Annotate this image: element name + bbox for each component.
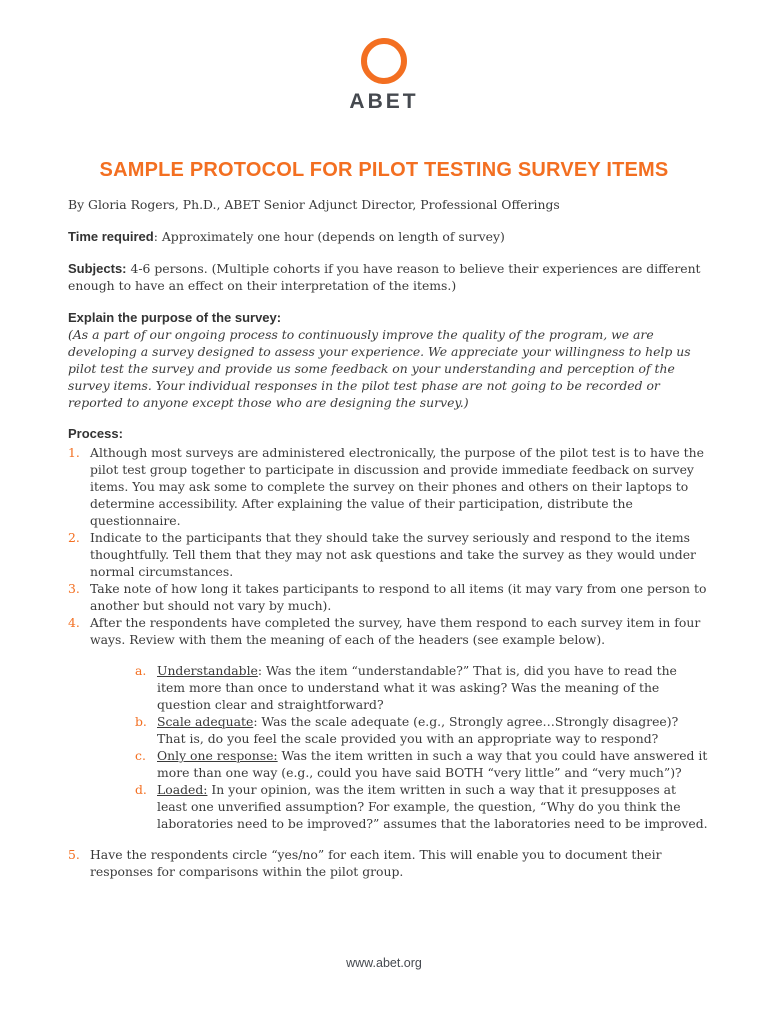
item-letter: d. xyxy=(135,782,147,797)
step-number: 3. xyxy=(68,581,80,596)
definition-term: Understandable xyxy=(157,663,258,678)
time-required xyxy=(68,228,708,245)
process-step xyxy=(68,846,708,880)
definition-item xyxy=(135,747,708,781)
header-definitions xyxy=(90,662,708,832)
process-step xyxy=(68,444,708,529)
time-value: : Approximately one hour (depends on length of survey) xyxy=(153,229,505,244)
byline: By Gloria Rogers, Ph.D., ABET Senior Adjunct Director, Professional Offerings xyxy=(68,197,560,212)
process-step xyxy=(68,614,708,832)
item-letter: c. xyxy=(135,748,146,763)
subjects-value: 4-6 persons. (Multiple cohorts if you have reason to believe their experiences are different enough to have an effect on their interpretation of the items.) xyxy=(68,261,701,293)
definition-text: : Was the scale adequate (e.g., Strongly agree…Strongly disagree)? That is, do you feel the scale provided you with an appropriate way to respond? xyxy=(157,714,679,746)
step-number: 5. xyxy=(68,847,80,862)
definition-term: Scale adequate xyxy=(157,714,254,729)
definition-text: : Was the item “understandable?” That is, did you have to read the item more than once to understand what it was asking? Was the meaning of the question clear and straightforward? xyxy=(157,663,677,712)
step-text: Have the respondents circle “yes/no” for each item. This will enable you to document their responses for comparisons within the pilot group. xyxy=(90,847,662,879)
step-number: 4. xyxy=(68,615,80,630)
definition-term: Only one response: xyxy=(157,748,278,763)
logo-wordmark: ABET xyxy=(349,90,419,113)
document-title: SAMPLE PROTOCOL FOR PILOT TESTING SURVEY ITEMS xyxy=(99,159,669,181)
time-label: Time required xyxy=(68,229,154,244)
item-letter: a. xyxy=(135,663,147,678)
document-body xyxy=(68,196,708,880)
step-number: 2. xyxy=(68,530,80,545)
definition-text: Was the item written in such a way that you could have answered it more than one way (e.g., could you have said BOTH “very little” and “very much”)? xyxy=(157,748,708,780)
process-heading: Process: xyxy=(68,426,123,441)
step-text: Although most surveys are administered electronically, the purpose of the pilot test is to have the pilot test group together to participate in discussion and provide immediate feedback on survey items. You may ask some to complete the survey on their phones and others on their laptops to determine accessibility. After explaining the value of their participation, distribute the questionnaire. xyxy=(90,445,704,528)
definition-text: In your opinion, was the item written in such a way that it presupposes at least one unverified assumption? For example, the question, “Why do you think the laboratories need to be improved?” assumes that the laboratories need to be improved. xyxy=(157,782,708,831)
process-steps xyxy=(68,444,708,880)
subjects-label: Subjects: xyxy=(68,261,127,276)
process-step xyxy=(68,580,708,614)
item-letter: b. xyxy=(135,714,147,729)
abet-logo xyxy=(0,36,768,114)
step-number: 1. xyxy=(68,445,80,460)
process-step xyxy=(68,529,708,580)
step-text: Take note of how long it takes participants to respond to all items (it may vary from one person to another but should not vary by much). xyxy=(90,581,707,613)
definition-item xyxy=(135,713,708,747)
purpose-heading: Explain the purpose of the survey: xyxy=(68,310,282,325)
step-text: Indicate to the participants that they should take the survey seriously and respond to the items thoughtfully. Tell them that they may not ask questions and take the survey as they would under normal circumstances. xyxy=(90,530,696,579)
step-text: After the respondents have completed the survey, have them respond to each survey item in four ways. Review with them the meaning of each of the headers (see example below). xyxy=(90,615,701,647)
definition-item xyxy=(135,781,708,832)
footer-url[interactable]: www.abet.org xyxy=(346,956,422,970)
abet-ring-icon xyxy=(359,36,409,86)
definition-term: Loaded: xyxy=(157,782,208,797)
definition-item xyxy=(135,662,708,713)
subjects xyxy=(68,260,708,294)
purpose-text: (As a part of our ongoing process to continuously improve the quality of the program, we are developing a survey designed to assess your experience. We appreciate your willingness to help us pilot test the survey and provide us some feedback on your understanding and perception of the survey items. Your individual responses in the pilot test phase are not going to be recorded or reported to anyone except those who are designing the survey.) xyxy=(68,327,691,410)
